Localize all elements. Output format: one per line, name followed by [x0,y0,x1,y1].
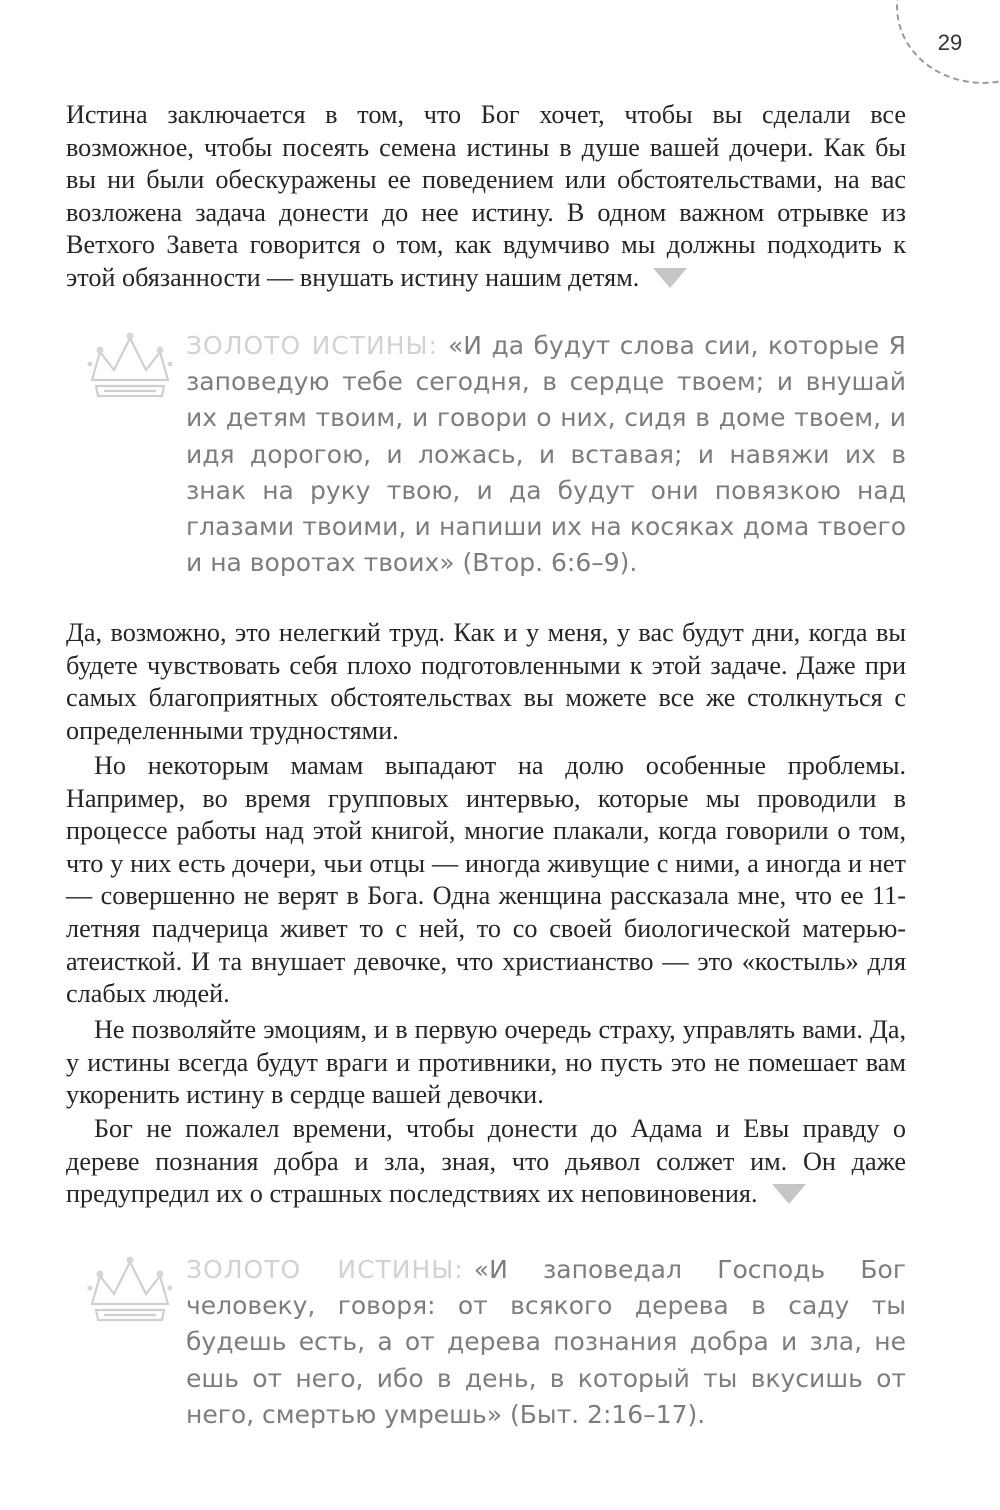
callout-label: ЗОЛОТО ИСТИНЫ: [186,1255,464,1284]
paragraph-3 [66,750,906,1011]
paragraph-text: Истина заключается в том, что Бог хочет, чтобы вы сделали все возможное, чтобы посеять семена истины в душе вашей дочери. Как бы вы ни были обескуражены ее поведением или обстоятельствами, на вас возложена задача донести до нее истину. В одном важном отрывке из Ветхого Завета говорится о том, как вдумчиво мы должны подходить к этой обязанности — внушать истину нашим детям. [66,100,906,292]
paragraph-text: Да, возможно, это нелегкий труд. Как и у меня, у вас будут дни, когда вы будете чувствовать себя плохо подготовленными к этой задаче. Даже при самых благоприятных обстоятельствах вы можете все же столкнуться с определенными трудностями. [66,618,906,745]
callout-text [186,328,906,581]
callout-text [186,1252,906,1433]
page-number: 29 [937,30,963,55]
crown-icon [82,330,178,404]
callout-label: ЗОЛОТО ИСТИНЫ: [186,331,438,360]
paragraph-text: Бог не пожалел времени, чтобы донести до Адама и Евы правду о дереве познания добра и зла, зная, что дьявол солжет им. Он даже предупредил их о страшных последствиях их неповиновения. [66,1114,906,1209]
triangle-marker-icon [772,1184,806,1204]
callout-quote: «И заповедал Господь Бог человеку, говоря: от всякого дерева в саду ты будешь есть, а от дерева познания добра и зла, не ешь от него, ибо в день, в который ты вкусишь от него, смертью умрешь» (Быт. 2:16–17). [186,1255,906,1429]
paragraph-text: Не позволяйте эмоциям, и в первую очередь страху, управлять вами. Да, у истины всегда будут враги и противники, но пусть это не помешает вам укоренить истину в сердце вашей девочки. [66,1015,906,1110]
paragraph-1 [66,99,906,295]
crown-icon [82,1254,178,1328]
paragraph-5 [66,1113,906,1211]
triangle-marker-icon [653,268,687,288]
callout-quote: «И да будут слова сии, которые Я заповедую тебе сегодня, в сердце твоем; и внушай их детям твоим, и говори о них, сидя в доме твоем, и идя дорогою, и ложась, и вставая; и навяжи их в знак на руку твою, и да будут они повязкою над глазами твоими, и напиши их на косяках дома твоего и на воротах твоих» (Втор. 6:6–9). [186,331,906,578]
paragraph-2 [66,617,906,747]
paragraph-4 [66,1014,906,1112]
paragraph-text: Но некоторым мамам выпадают на долю особенные проблемы. Например, во время групповых интервью, которые мы проводили в процессе работы над этой книгой, многие плакали, когда говорили о том, что у них есть дочери, чьи отцы — иногда живущие с ними, а иногда и нет — совершенно не верят в Бога. Одна женщина рассказала мне, что ее 11-летняя падчерица живет то с ней, то со своей биологической матерью-атеисткой. И та внушает девочке, что христианство — это «костыль» для слабых людей. [66,751,906,1009]
